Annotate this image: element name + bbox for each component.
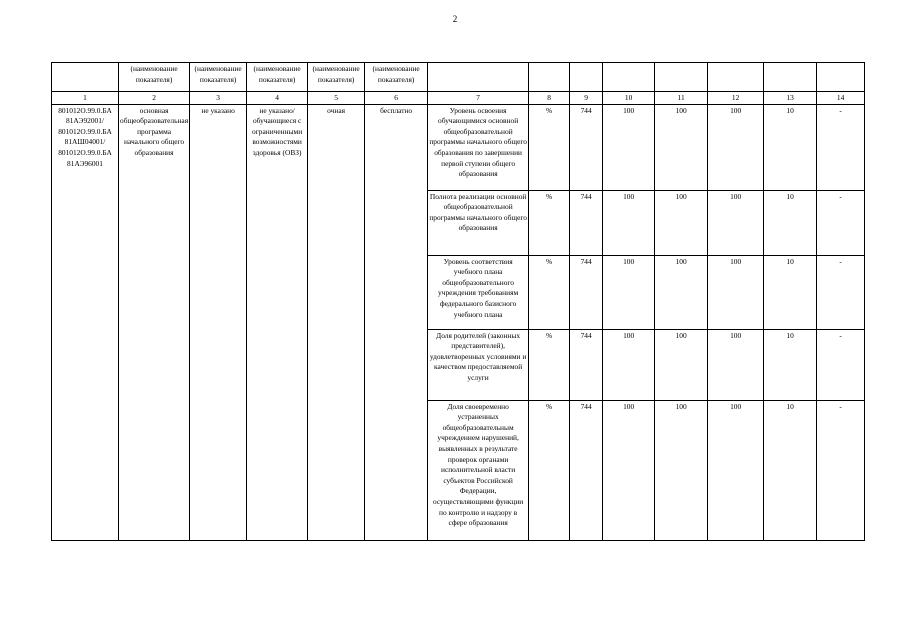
deviation-cell: 10 <box>764 400 817 540</box>
indicator-name-cell: Полнота реализации основной общеобразовательной программы начального общего образования <box>428 190 529 255</box>
indicator-name-cell: Уровень освоения обучающимися основной общеобразовательной программы начального общего образования по завершении первой ступени общего образования <box>428 104 529 190</box>
column-number: 14 <box>817 92 865 105</box>
column-number: 1 <box>52 92 119 105</box>
okei-code-cell: 744 <box>570 329 603 400</box>
indicator-4-cell: не указано/ обучающиеся с ограниченными возможностями здоровья (ОВЗ) <box>247 104 308 540</box>
header-cell-4: (наименование показателя) <box>247 63 308 92</box>
value-cell: 100 <box>655 104 708 190</box>
column-number: 2 <box>119 92 190 105</box>
okei-code-cell: 744 <box>570 400 603 540</box>
okei-code-cell: 744 <box>570 104 603 190</box>
value-cell: 100 <box>655 255 708 329</box>
column-number: 7 <box>428 92 529 105</box>
value-cell: 100 <box>603 104 655 190</box>
okei-code-cell: 744 <box>570 190 603 255</box>
value-cell: 100 <box>655 400 708 540</box>
value-cell: 100 <box>708 255 764 329</box>
value-cell: 100 <box>655 190 708 255</box>
header-cell-13 <box>764 63 817 92</box>
note-cell: - <box>817 400 865 540</box>
deviation-cell: 10 <box>764 329 817 400</box>
unit-cell: % <box>529 400 570 540</box>
indicator-3-cell: не указано <box>190 104 247 540</box>
header-cell-2: (наименование показателя) <box>119 63 190 92</box>
unit-cell: % <box>529 255 570 329</box>
header-cell-3: (наименование показателя) <box>190 63 247 92</box>
note-cell: - <box>817 104 865 190</box>
header-cell-8 <box>529 63 570 92</box>
column-number: 11 <box>655 92 708 105</box>
okei-code-cell: 744 <box>570 255 603 329</box>
value-cell: 100 <box>708 104 764 190</box>
value-cell: 100 <box>708 329 764 400</box>
page-number: 2 <box>452 14 458 24</box>
indicator-name-cell: Доля своевременно устраненных общеобразовательным учреждением нарушений, выявленных в результате проверок органами исполнительной власти субъектов Российской Федерации, осуществляющими функции по контролю и надзору в сфере образования <box>428 400 529 540</box>
unit-cell: % <box>529 329 570 400</box>
header-cell-12 <box>708 63 764 92</box>
value-cell: 100 <box>655 329 708 400</box>
header-cell-9 <box>570 63 603 92</box>
value-cell: 100 <box>603 400 655 540</box>
payment-cell: бесплатно <box>365 104 428 540</box>
indicator-name-cell: Доля родителей (законных представителей), удовлетворенных условиями и качеством предоставляемой услуги <box>428 329 529 400</box>
column-number: 10 <box>603 92 655 105</box>
registry-code-cell: 801012О.99.0.БА 81АЭ92001/ 801012О.99.0.БА 81АШ04001/ 801012О.99.0.БА 81АЭ96001 <box>52 104 119 540</box>
value-cell: 100 <box>708 400 764 540</box>
value-cell: 100 <box>603 255 655 329</box>
value-cell: 100 <box>603 190 655 255</box>
note-cell: - <box>817 329 865 400</box>
unit-cell: % <box>529 104 570 190</box>
column-number: 6 <box>365 92 428 105</box>
header-cell-7 <box>428 63 529 92</box>
header-cell-5: (наименование показателя) <box>308 63 365 92</box>
value-cell: 100 <box>603 329 655 400</box>
column-number: 9 <box>570 92 603 105</box>
program-cell: основная общеобразовательная программа начального общего образования <box>119 104 190 540</box>
note-cell: - <box>817 190 865 255</box>
column-number: 12 <box>708 92 764 105</box>
deviation-cell: 10 <box>764 104 817 190</box>
unit-cell: % <box>529 190 570 255</box>
value-cell: 100 <box>708 190 764 255</box>
quality-indicators-table <box>51 62 865 541</box>
header-cell-6: (наименование показателя) <box>365 63 428 92</box>
form-cell: очная <box>308 104 365 540</box>
deviation-cell: 10 <box>764 255 817 329</box>
note-cell: - <box>817 255 865 329</box>
table-row <box>52 104 865 190</box>
column-number: 8 <box>529 92 570 105</box>
deviation-cell: 10 <box>764 190 817 255</box>
column-number: 4 <box>247 92 308 105</box>
header-cell-1 <box>52 63 119 92</box>
column-number: 3 <box>190 92 247 105</box>
indicator-name-cell: Уровень соответствия учебного плана общеобразовательного учреждения требованиям федерального базисного учебного плана <box>428 255 529 329</box>
header-cell-14 <box>817 63 865 92</box>
column-number: 13 <box>764 92 817 105</box>
header-cell-10 <box>603 63 655 92</box>
column-number-row <box>52 92 865 105</box>
header-row <box>52 63 865 92</box>
column-number: 5 <box>308 92 365 105</box>
header-cell-11 <box>655 63 708 92</box>
